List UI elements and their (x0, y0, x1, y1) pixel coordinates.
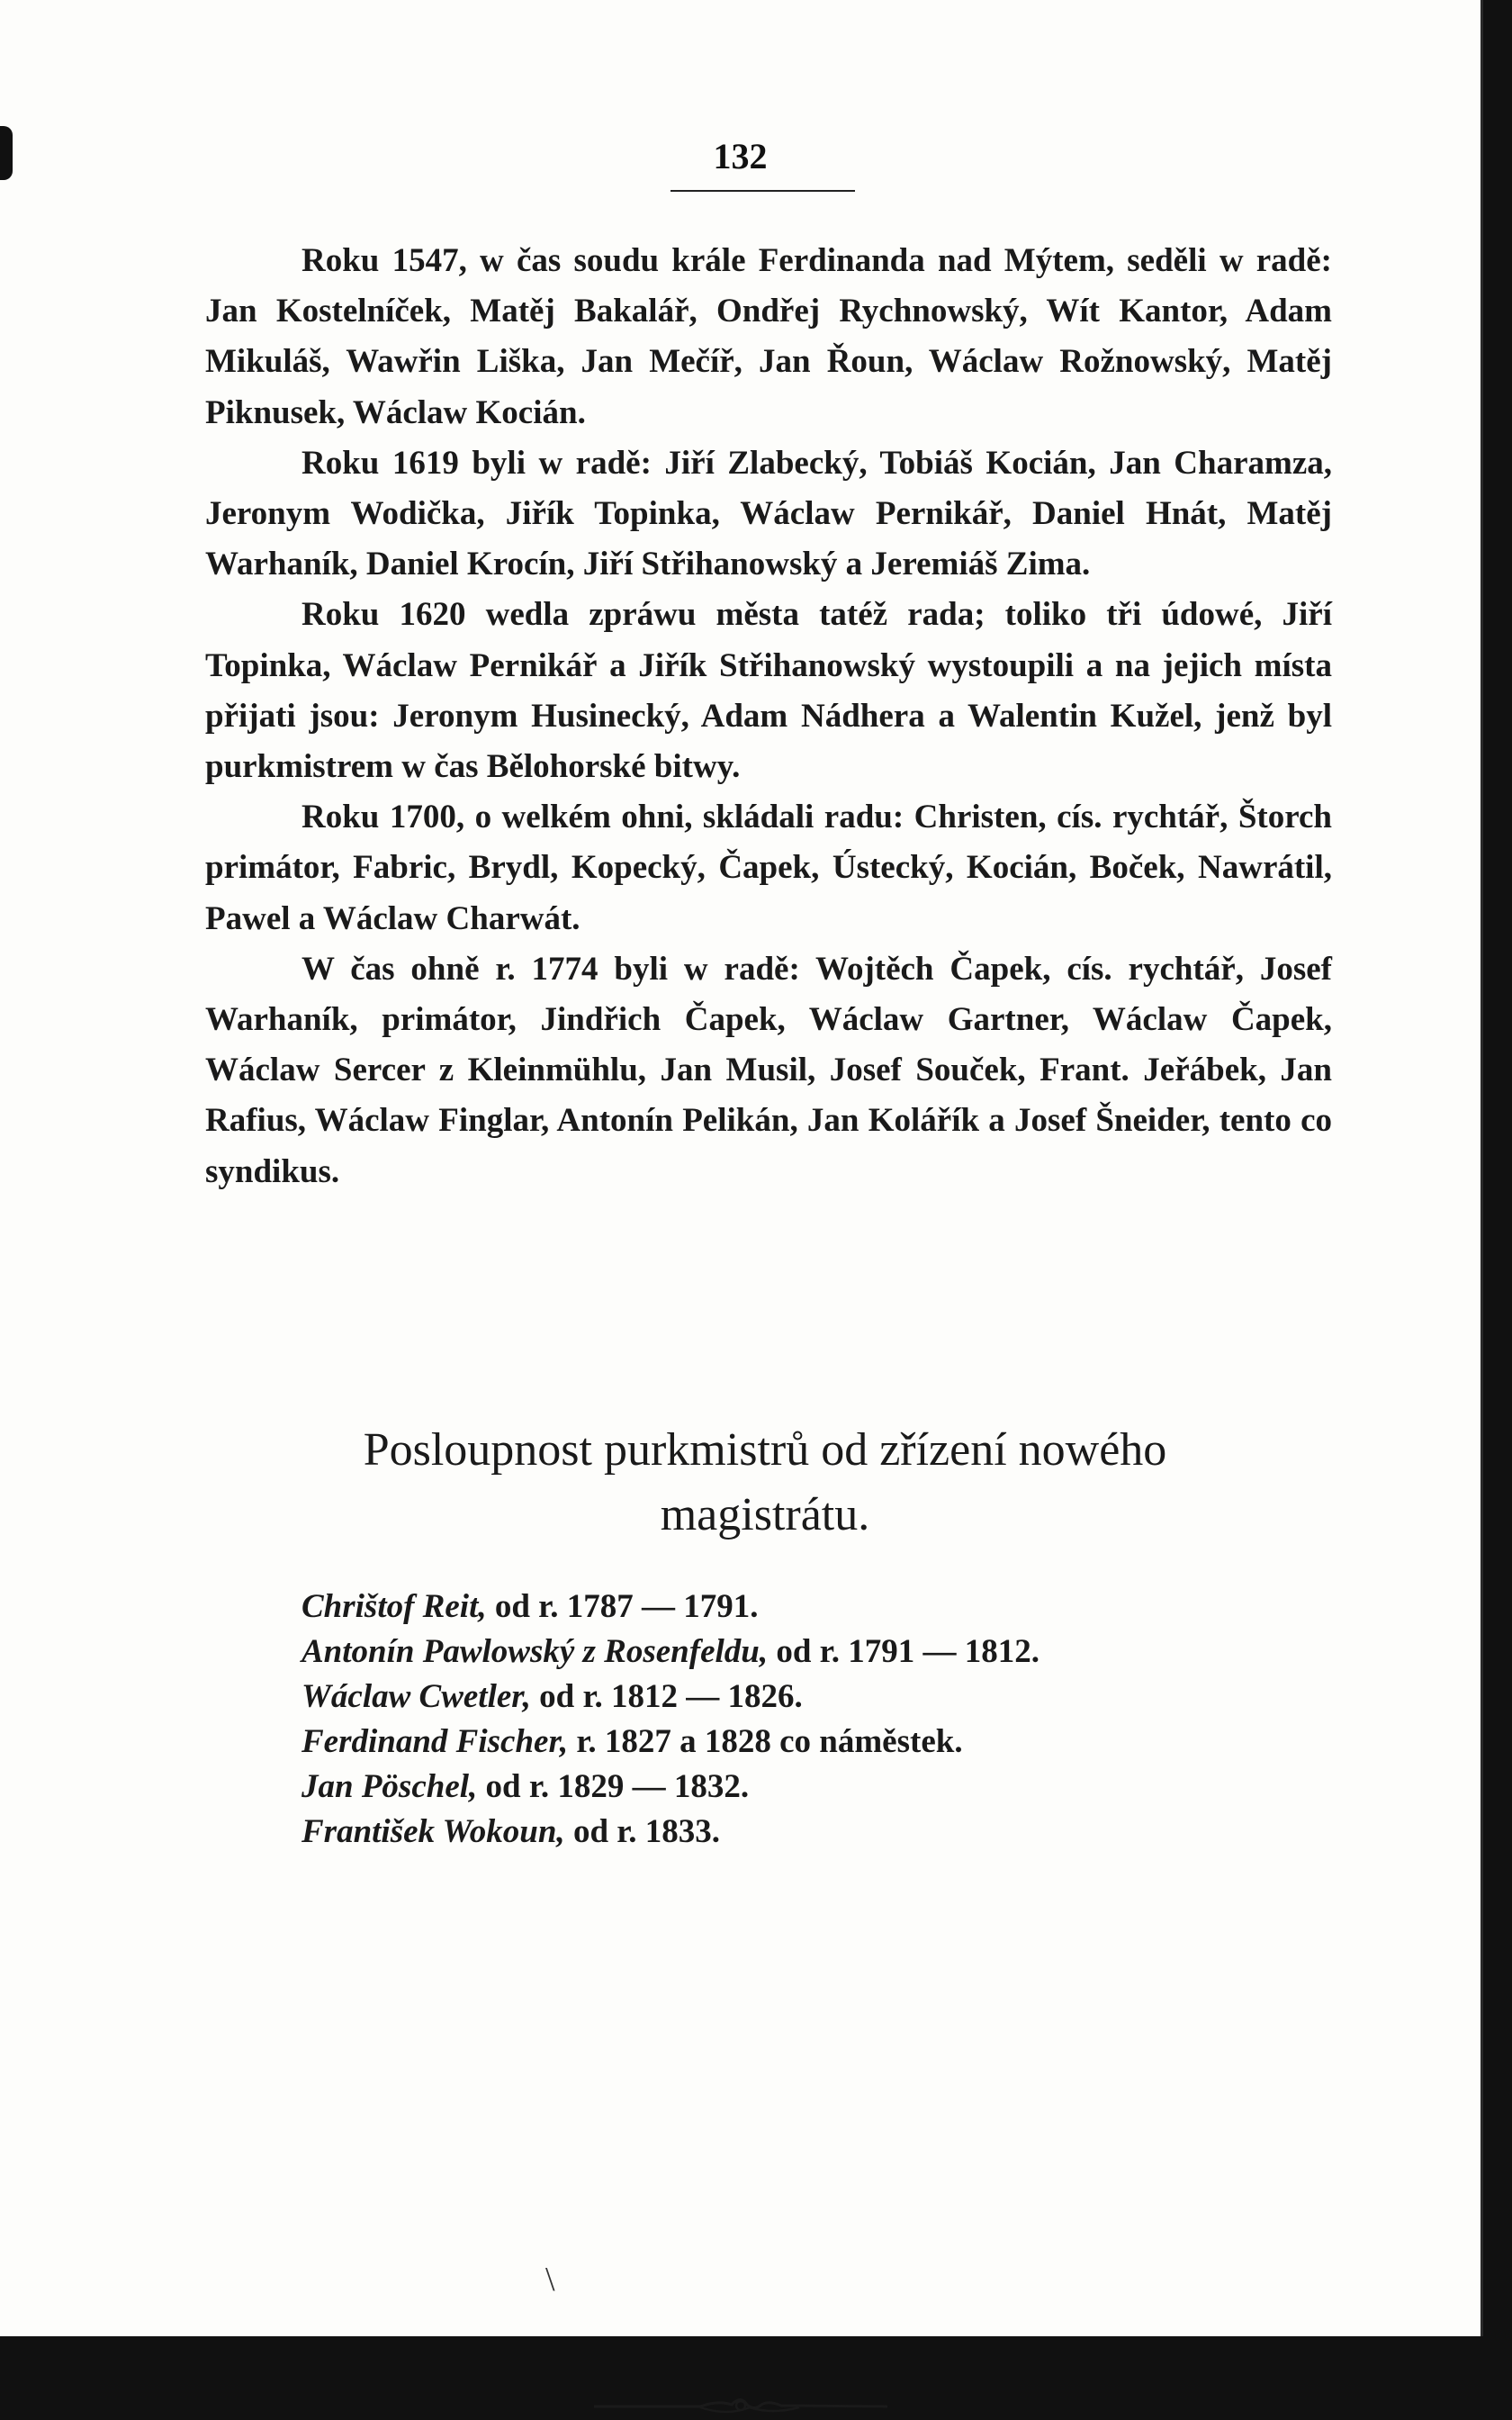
mayor-entry (302, 1720, 1346, 1765)
mayor-name: Ferdinand Fischer, (302, 1723, 569, 1760)
mayor-name: Antonín Pawlowský z Rosenfeldu, (302, 1633, 769, 1670)
mayor-name: Jan Pöschel, (302, 1768, 478, 1805)
mayor-period: od r. 1787 — 1791. (486, 1588, 759, 1625)
page-number-rule (670, 190, 855, 192)
mayor-period: od r. 1812 — 1826. (530, 1678, 803, 1715)
mayor-period: r. 1827 a 1828 co náměstek. (568, 1723, 963, 1760)
paragraph-1547: Roku 1547, w čas soudu krále Ferdinanda nad Mýtem, seděli w radě: Jan Kostelníček, Matěj Bakalář, Ondřej Rychnowský, Wít Kantor, Adam Mikuláš, Wawřin Liška, Jan Mečíř, Jan Řoun, Wáclaw Rožnowský, Matěj Piknusek, Wáclaw Kocián. (205, 242, 1332, 431)
mayor-name: Chrištof Reit, (302, 1588, 487, 1625)
mayor-period: od r. 1833. (564, 1813, 721, 1850)
mayor-entry (302, 1585, 1346, 1630)
body-text (205, 236, 1332, 1197)
paragraph-1700: Roku 1700, o welkém ohni, skládali radu: Christen, cís. rychtář, Štorch primátor, Fabric, Brydl, Kopecký, Čapek, Ústecký, Kocián, Boček, Nawrátil, Pawel a Wáclaw Charwát. (205, 799, 1332, 937)
mayor-list (302, 1585, 1346, 1855)
stray-mark: \ (545, 2261, 555, 2298)
section-heading (252, 1418, 1278, 1548)
mayor-name: Wáclaw Cwetler, (302, 1678, 531, 1715)
mayor-period: od r. 1791 — 1812. (768, 1633, 1040, 1670)
paragraph-1619: Roku 1619 byli w radě: Jiří Zlabecký, Tobiáš Kocián, Jan Charamza, Jeronym Wodička, Jiřík Topinka, Wáclaw Pernikář, Daniel Hnát, Matěj Warhaník, Daniel Krocín, Jiří Střihanowský a Jeremiáš Zima. (205, 444, 1332, 583)
paragraph-1620: Roku 1620 wedla zpráwu města tatéž rada; toliko tři údowé, Jiří Topinka, Wáclaw Pernikář a Jiřík Střihanowský wystoupili a na jejich místa přijati jsou: Jeronym Husinecký, Adam Nádhera a Walentin Kužel, jenž byl purkmistrem w čas Bělohorské bitwy. (205, 596, 1332, 786)
section-heading-line-2: magistrátu. (660, 1489, 870, 1540)
mayor-entry (302, 1630, 1346, 1675)
mayor-entry (302, 1765, 1346, 1810)
page-edge (1480, 0, 1483, 2336)
section-heading-line-1: Posloupnost purkmistrů od zřízení nowého (363, 1424, 1167, 1476)
ornament-divider-icon (592, 2393, 889, 2420)
mayor-entry (302, 1810, 1346, 1855)
mayor-name: František Wokoun, (302, 1813, 565, 1850)
paragraph-1774: W čas ohně r. 1774 byli w radě: Wojtěch Čapek, cís. rychtář, Josef Warhaník, primátor, Jindřich Čapek, Wáclaw Gartner, Wáclaw Čapek, Wáclaw Sercer z Kleinmühlu, Jan Musil, Josef Souček, Frant. Jeřábek, Jan Rafius, Wáclaw Finglar, Antonín Pelikán, Jan Kolářík a Josef Šneider, tento co syndikus. (205, 950, 1332, 1190)
page-number: 132 (713, 136, 768, 176)
mayor-period: od r. 1829 — 1832. (477, 1768, 750, 1805)
mayor-entry (302, 1675, 1346, 1720)
